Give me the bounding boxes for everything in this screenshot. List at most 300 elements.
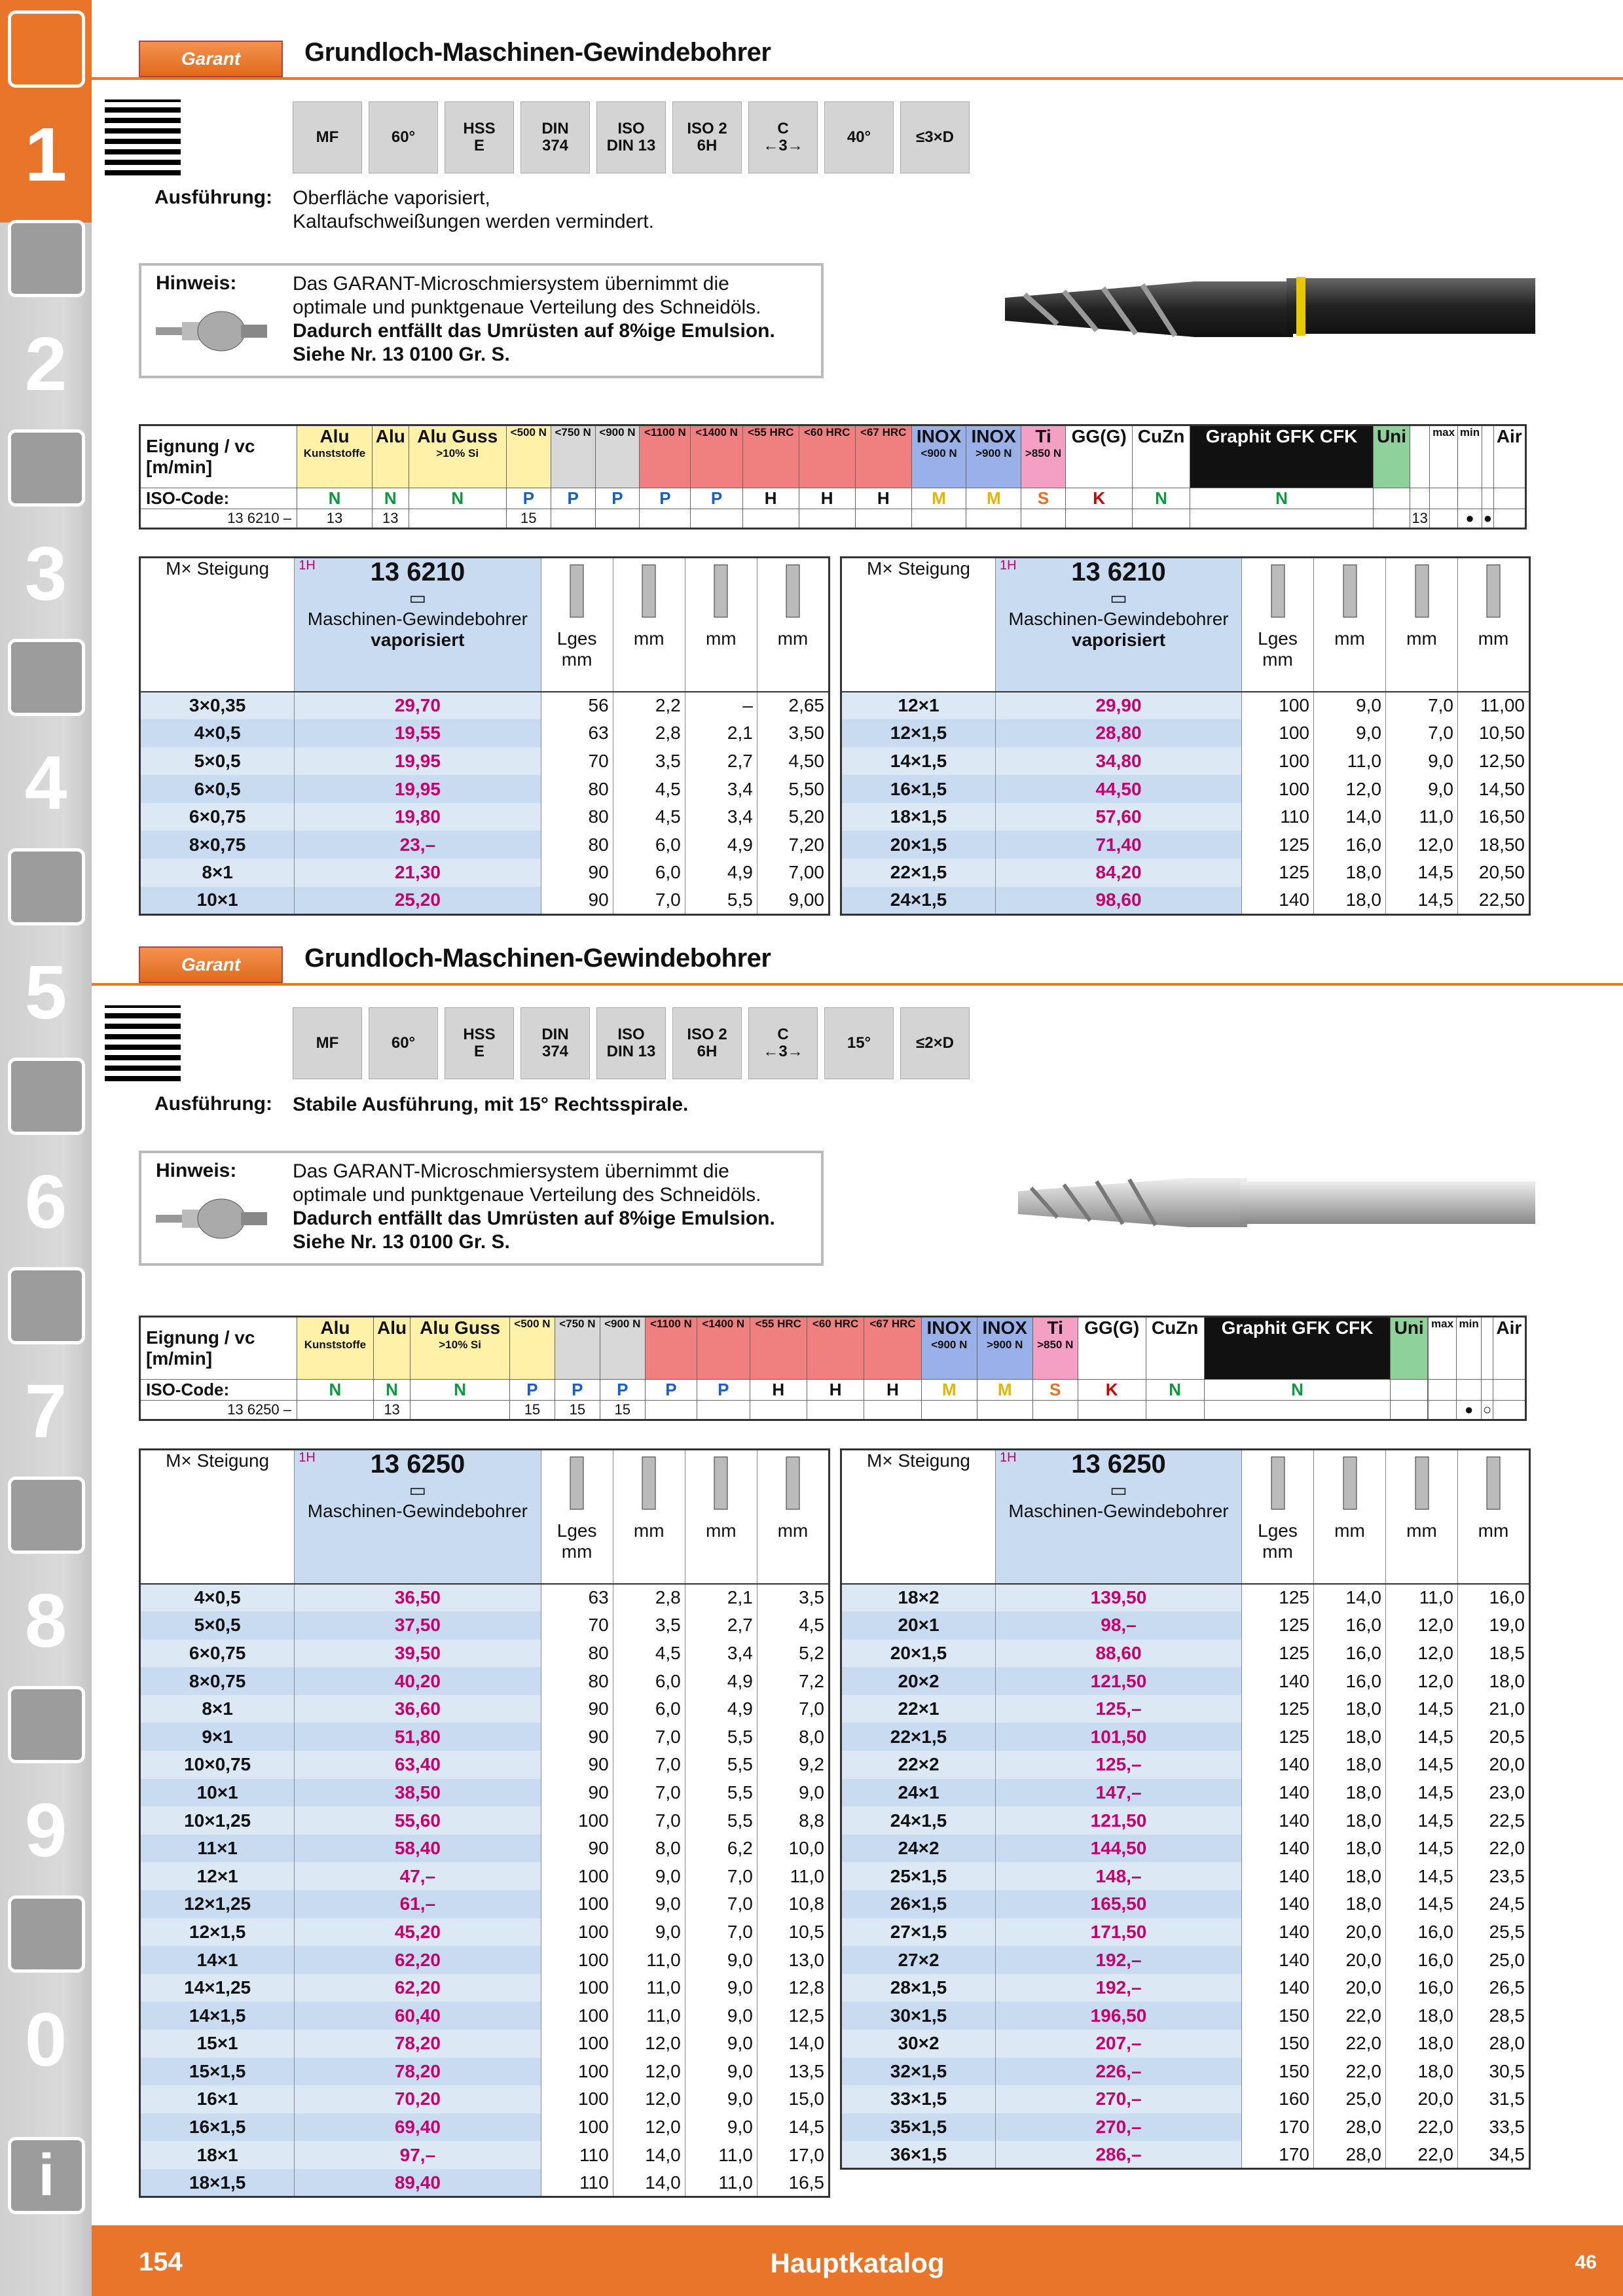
- dimension-value: 100: [541, 2058, 613, 2086]
- price[interactable]: 98,60: [996, 887, 1242, 915]
- table-row: [841, 1862, 1530, 1890]
- price[interactable]: 165,50: [996, 1890, 1242, 1918]
- dimension-value: 25,0: [1314, 2085, 1386, 2113]
- iso-code: N: [410, 1380, 510, 1401]
- safety-icon[interactable]: [8, 1895, 85, 1973]
- dimension-value: 18,0: [1314, 1779, 1386, 1807]
- dimension-value: 11,0: [613, 2001, 685, 2030]
- material-name: Alu: [319, 426, 350, 446]
- article-number: 13 6210: [1071, 558, 1166, 586]
- material-header: [864, 1317, 921, 1380]
- iso-code: [1429, 1380, 1457, 1401]
- dimension-value: 7,0: [613, 887, 685, 915]
- chapter-number-6[interactable]: 6: [24, 1159, 67, 1244]
- material-header: [977, 1317, 1032, 1380]
- thread-size: 12×1,5: [140, 1918, 295, 1946]
- iso-code: P: [555, 1380, 600, 1401]
- price[interactable]: 36,50: [295, 1584, 541, 1612]
- price[interactable]: 192,–: [996, 1974, 1242, 2002]
- material-header: [799, 425, 855, 488]
- cutting-speed: [977, 1401, 1032, 1420]
- price[interactable]: 19,95: [295, 775, 541, 803]
- price[interactable]: 29,90: [996, 692, 1242, 720]
- dimension-value: 14,5: [1386, 1723, 1458, 1751]
- price[interactable]: 121,50: [996, 1667, 1242, 1695]
- cutting-speed: [1146, 1401, 1204, 1420]
- property-icon: [672, 101, 742, 173]
- price[interactable]: 125,–: [996, 1695, 1242, 1723]
- square-size-icon: [701, 558, 740, 624]
- price[interactable]: 125,–: [996, 1751, 1242, 1779]
- dimension-value: 9,0: [685, 2113, 757, 2142]
- material-header: [697, 1317, 750, 1380]
- table-row: [140, 1862, 830, 1890]
- dimension-value: 80: [541, 1640, 613, 1668]
- chapter-number-2[interactable]: 2: [24, 321, 67, 406]
- icon-label: ISO: [617, 120, 645, 137]
- dimension-value: 20,0: [1386, 2085, 1458, 2113]
- dimension-value: 9,0: [1314, 692, 1386, 720]
- material-sub: <67 HRC: [869, 1318, 916, 1330]
- material-header: [1146, 1317, 1204, 1380]
- table-row: [140, 2058, 830, 2086]
- dimension-value: 9,0: [613, 1918, 685, 1946]
- material-header: [750, 1317, 807, 1380]
- hint-box: [139, 263, 824, 378]
- dimension-value: 9,0: [613, 1862, 685, 1890]
- iso-code: N: [1204, 1380, 1391, 1401]
- dimension-value: 2,2: [613, 692, 685, 720]
- thread-size: 12×1: [841, 692, 996, 720]
- cutting-speed: [1021, 509, 1066, 529]
- dimension-value: 2,7: [685, 1611, 757, 1640]
- unit-label: mm: [1406, 1520, 1437, 1541]
- thread-size: 28×1,5: [841, 1974, 996, 2002]
- price[interactable]: 19,80: [295, 803, 541, 831]
- price[interactable]: 70,20: [295, 2085, 541, 2113]
- iso-code: H: [855, 488, 911, 509]
- dimension-value: 12,0: [1386, 831, 1458, 859]
- material-sub: <1100 N: [644, 426, 686, 439]
- ausfuehrung-label: Ausführung:: [155, 1093, 272, 1115]
- table-row: [841, 775, 1530, 803]
- dimension-value: 12,0: [613, 2113, 685, 2142]
- price[interactable]: 286,–: [996, 2141, 1242, 2169]
- thread-size: 22×2: [841, 1751, 996, 1779]
- material-sub: >10% Si: [439, 1338, 481, 1351]
- thread-size: 20×1,5: [841, 831, 996, 859]
- price[interactable]: 39,50: [295, 1640, 541, 1668]
- price[interactable]: 144,50: [996, 1835, 1242, 1863]
- thread-size: 18×2: [841, 1584, 996, 1612]
- table-row: [140, 2169, 830, 2197]
- dimension-value: 16,50: [1458, 803, 1530, 831]
- garant-logo-small: ▭: [409, 588, 427, 608]
- dimension-col-header: [541, 1450, 613, 1584]
- price[interactable]: 23,–: [295, 831, 541, 859]
- price[interactable]: 37,50: [295, 1611, 541, 1640]
- price[interactable]: 98,–: [996, 1611, 1242, 1640]
- price[interactable]: 58,40: [295, 1835, 541, 1863]
- dimension-value: 10,8: [757, 1890, 829, 1918]
- grinder-icon[interactable]: [8, 848, 85, 925]
- dimension-value: 9,0: [685, 1946, 757, 1974]
- lubrication-nozzle-icon: [156, 1193, 274, 1245]
- material-sub: >10% Si: [436, 447, 479, 459]
- dimension-value: 80: [541, 1667, 613, 1695]
- caliper-icon[interactable]: [8, 639, 85, 716]
- core-hole-icon: [773, 1450, 812, 1516]
- price[interactable]: 34,80: [996, 747, 1242, 776]
- price[interactable]: 62,20: [295, 1974, 541, 2002]
- price[interactable]: 62,20: [295, 1946, 541, 1974]
- table-row: [140, 692, 830, 720]
- article-col-header: [996, 1450, 1242, 1584]
- material-sub: <750 N: [555, 426, 591, 439]
- chapter-sidebar: [0, 0, 92, 2296]
- chapter-info[interactable]: i: [8, 2137, 85, 2214]
- thread-size: 12×1,5: [841, 719, 996, 747]
- icon-sublabel: 374: [541, 137, 569, 154]
- price[interactable]: 97,–: [295, 2141, 541, 2169]
- dimension-value: 11,00: [1458, 692, 1530, 720]
- dimension-value: 4,9: [685, 831, 757, 859]
- price[interactable]: 19,95: [295, 747, 541, 776]
- price[interactable]: 69,40: [295, 2113, 541, 2142]
- price[interactable]: 71,40: [996, 831, 1242, 859]
- thread-size: 32×1,5: [841, 2058, 996, 2086]
- tolerance-label: 1H: [299, 1450, 316, 1465]
- dimension-value: 16,0: [1314, 1667, 1386, 1695]
- dimension-value: 20,5: [1458, 1723, 1530, 1751]
- chuck-icon[interactable]: [8, 429, 85, 507]
- text-line: Das GARANT-Microschmiersystem übernimmt die: [293, 273, 729, 295]
- article-col-header: [295, 1450, 541, 1584]
- material-header: [551, 425, 595, 488]
- material-header: [297, 1317, 374, 1380]
- insert-icon[interactable]: [8, 220, 85, 297]
- material-name: GG(G): [1084, 1318, 1140, 1338]
- thread-size: 6×0,5: [140, 775, 295, 803]
- dimension-value: 23,5: [1458, 1862, 1530, 1890]
- iso-code: [1482, 488, 1493, 509]
- cutting-speed: ○: [1482, 1401, 1493, 1420]
- table-row: [841, 859, 1530, 887]
- dimension-value: 18,0: [1314, 1862, 1386, 1890]
- cutting-speed: 13: [1410, 509, 1430, 529]
- square-size-icon: [1402, 558, 1442, 624]
- dimension-value: 6,0: [613, 831, 685, 859]
- price[interactable]: 28,80: [996, 719, 1242, 747]
- cutting-speed: ●: [1482, 509, 1493, 529]
- tolerance-label: 1H: [299, 558, 316, 573]
- total-length-icon: [557, 558, 596, 624]
- price[interactable]: 55,60: [295, 1806, 541, 1835]
- unit-label: mm: [1262, 1541, 1293, 1562]
- price[interactable]: 78,20: [295, 2030, 541, 2058]
- price[interactable]: 89,40: [295, 2169, 541, 2197]
- cutting-speed: [807, 1401, 864, 1420]
- thread-size: 12×1: [140, 1862, 295, 1890]
- dimension-value: 80: [541, 803, 613, 831]
- dimension-value: 28,0: [1314, 2141, 1386, 2169]
- price[interactable]: 51,80: [295, 1723, 541, 1751]
- thread-size: 8×1: [140, 1695, 295, 1723]
- dimension-value: 140: [1242, 1835, 1314, 1863]
- qr-code-icon[interactable]: [105, 1005, 181, 1081]
- price[interactable]: 47,–: [295, 1862, 541, 1890]
- material-name: Alu Guss: [420, 1318, 501, 1338]
- price[interactable]: 121,50: [996, 1806, 1242, 1835]
- dimension-value: 28,0: [1458, 2030, 1530, 2058]
- dimension-value: 12,8: [757, 1974, 829, 2002]
- dimension-value: 5,5: [685, 1723, 757, 1751]
- material-sub: >850 N: [1037, 1338, 1074, 1351]
- cutting-speed: [742, 509, 799, 529]
- unit-label: mm: [777, 1520, 809, 1541]
- hint-text: [293, 272, 775, 367]
- table-row: [140, 859, 830, 887]
- dimension-value: 125: [1242, 1584, 1314, 1612]
- material-header: [645, 1317, 697, 1380]
- iso-code: P: [600, 1380, 645, 1401]
- price[interactable]: 29,70: [295, 692, 541, 720]
- dimension-value: 63: [541, 1584, 613, 1612]
- table-row: [841, 1806, 1530, 1835]
- thread-size: 10×0,75: [140, 1751, 295, 1779]
- price[interactable]: 60,40: [295, 2001, 541, 2030]
- pliers-icon[interactable]: [8, 1267, 85, 1344]
- material-sub: <60 HRC: [812, 1318, 859, 1330]
- material-name: Alu: [320, 1318, 350, 1338]
- dimension-value: 9,00: [757, 887, 829, 915]
- table-row: [841, 1890, 1530, 1918]
- material-name: Ti: [1035, 426, 1051, 446]
- unit-label: mm: [633, 628, 665, 649]
- icon-sublabel: DIN 13: [606, 137, 656, 154]
- article-number: 13 6250: [1071, 1450, 1166, 1479]
- price[interactable]: 207,–: [996, 2030, 1242, 2058]
- iso-code: P: [640, 488, 691, 509]
- iso-code: N: [1190, 488, 1373, 509]
- price[interactable]: 270,–: [996, 2113, 1242, 2142]
- chapter-number-4[interactable]: 4: [24, 740, 67, 825]
- iso-code: [1493, 1380, 1525, 1401]
- dimension-value: 9,0: [685, 1974, 757, 2002]
- material-sub: <1400 N: [695, 426, 738, 439]
- dimension-value: 100: [541, 1918, 613, 1946]
- chapter-number-1[interactable]: 1: [0, 102, 92, 207]
- dimension-value: 5,5: [685, 1779, 757, 1807]
- dimension-value: 16,0: [1314, 831, 1386, 859]
- square-size-icon: [701, 1450, 740, 1516]
- dimension-value: 3,4: [685, 803, 757, 831]
- dimension-col-header: [757, 1450, 829, 1584]
- dimension-value: 20,0: [1314, 1918, 1386, 1946]
- dimension-value: 140: [1242, 887, 1314, 915]
- material-header: [1410, 425, 1430, 488]
- cutting-speed: [1429, 1401, 1457, 1420]
- material-sub: >900 N: [987, 1338, 1023, 1351]
- dimension-value: 21,0: [1458, 1695, 1530, 1723]
- chapter-number-9[interactable]: 9: [24, 1787, 67, 1873]
- price[interactable]: 44,50: [996, 775, 1242, 803]
- material-name: INOX: [926, 1318, 972, 1338]
- cabinet-icon[interactable]: [8, 1686, 85, 1763]
- cutting-speed: [1032, 1401, 1078, 1420]
- cutting-speed: [297, 1401, 374, 1420]
- price[interactable]: 148,–: [996, 1862, 1242, 1890]
- cutting-speed: [410, 1401, 510, 1420]
- dimension-value: 14,5: [1386, 887, 1458, 915]
- lubrication-nozzle-icon: [156, 305, 274, 357]
- core-hole-icon: [1474, 1450, 1513, 1516]
- thread-size: 3×0,35: [140, 692, 295, 720]
- table-row: [140, 2141, 830, 2169]
- drill-icon[interactable]: [8, 10, 85, 88]
- property-icon: [596, 101, 666, 173]
- price[interactable]: 101,50: [996, 1723, 1242, 1751]
- material-header: [1429, 1317, 1457, 1380]
- dimension-col-header: [1242, 1450, 1314, 1584]
- text-line: Kaltaufschweißungen werden vermindert.: [293, 211, 654, 232]
- material-header: [911, 425, 966, 488]
- chapter-number-5[interactable]: 5: [24, 950, 67, 1035]
- dimension-value: 9,2: [757, 1751, 829, 1779]
- cutting-speed: 15: [600, 1401, 645, 1420]
- dimension-value: 18,0: [1386, 2058, 1458, 2086]
- table-row: [140, 747, 830, 776]
- dimension-value: 6,2: [685, 1835, 757, 1863]
- text-line: optimale und punktgenaue Verteilung des Schneidöls.: [293, 1184, 761, 1206]
- dimension-value: 4,5: [613, 803, 685, 831]
- icon-label: ≤2×D: [916, 1034, 954, 1052]
- dimension-col-header: [685, 1450, 757, 1584]
- table-row: [140, 1723, 830, 1751]
- price[interactable]: 171,50: [996, 1918, 1242, 1946]
- price[interactable]: 226,–: [996, 2058, 1242, 2086]
- chapter-number-8[interactable]: 8: [24, 1578, 67, 1663]
- dimension-value: 125: [1242, 1723, 1314, 1751]
- price[interactable]: 88,60: [996, 1640, 1242, 1668]
- iso-code: [1374, 488, 1410, 509]
- ausfuehrung-text: [293, 187, 654, 234]
- cutting-speed: 13: [373, 509, 409, 529]
- price[interactable]: 19,55: [295, 719, 541, 747]
- material-header: [807, 1317, 864, 1380]
- dimension-value: 25,5: [1458, 1918, 1530, 1946]
- table-row: [140, 1667, 830, 1695]
- price[interactable]: 40,20: [295, 1667, 541, 1695]
- dimension-value: 125: [1242, 1611, 1314, 1640]
- price[interactable]: 192,–: [996, 1946, 1242, 1974]
- table-row: [841, 1695, 1530, 1723]
- price[interactable]: 21,30: [295, 859, 541, 887]
- material-header: [1078, 1317, 1146, 1380]
- material-sub: <500 N: [510, 426, 547, 439]
- price[interactable]: 147,–: [996, 1779, 1242, 1807]
- dimension-value: 9,0: [1386, 747, 1458, 776]
- dimension-value: 170: [1242, 2141, 1314, 2169]
- thread-size: 30×1,5: [841, 2001, 996, 2030]
- chapter-number-7[interactable]: 7: [24, 1369, 67, 1454]
- eignung-label: Eignung / vc [m/min]: [140, 425, 297, 488]
- material-header: [1456, 1317, 1481, 1380]
- price[interactable]: 61,–: [295, 1890, 541, 1918]
- dimension-value: 19,0: [1458, 1611, 1530, 1640]
- price[interactable]: 139,50: [996, 1584, 1242, 1612]
- price[interactable]: 25,20: [295, 887, 541, 915]
- dimension-value: 18,5: [1458, 1640, 1530, 1668]
- wrench-icon[interactable]: [8, 1058, 85, 1135]
- table-row: [841, 1640, 1530, 1668]
- price[interactable]: 36,60: [295, 1695, 541, 1723]
- cutting-speed: [697, 1401, 750, 1420]
- toolcase-icon[interactable]: [8, 1477, 85, 1554]
- table-row: [841, 1723, 1530, 1751]
- dimension-value: 31,5: [1458, 2085, 1530, 2113]
- dimension-value: 80: [541, 775, 613, 803]
- price[interactable]: 78,20: [295, 2058, 541, 2086]
- thread-size: 8×0,75: [140, 1667, 295, 1695]
- core-hole-icon: [773, 558, 812, 624]
- dimension-value: 28,0: [1314, 2113, 1386, 2142]
- property-icon: [824, 101, 894, 173]
- iso-code: H: [864, 1380, 921, 1401]
- cutting-speed: [1078, 1401, 1146, 1420]
- dimension-value: 7,0: [613, 1779, 685, 1807]
- price[interactable]: 84,20: [996, 859, 1242, 887]
- price[interactable]: 196,50: [996, 2001, 1242, 2030]
- iso-code: M: [966, 488, 1021, 509]
- dimension-value: 90: [541, 1779, 613, 1807]
- iso-code: [1482, 1380, 1493, 1401]
- dimension-value: 100: [1242, 747, 1314, 776]
- dimension-value: 12,50: [1458, 747, 1530, 776]
- suitability-table-1: [139, 424, 1527, 529]
- garant-logo-small: ▭: [1110, 588, 1127, 608]
- dimension-value: 2,65: [757, 692, 829, 720]
- iso-code: [1493, 488, 1525, 509]
- dimension-value: 110: [541, 2169, 613, 2197]
- dimension-value: 4,5: [757, 1611, 829, 1640]
- icon-label: MF: [316, 128, 339, 146]
- dimension-value: 2,7: [685, 747, 757, 776]
- dimension-value: 7,0: [685, 1890, 757, 1918]
- material-sub: Kunststoffe: [304, 1338, 367, 1351]
- dimension-value: 90: [541, 887, 613, 915]
- material-sub: min: [1459, 1318, 1479, 1330]
- price[interactable]: 270,–: [996, 2085, 1242, 2113]
- chapter-number-0[interactable]: 0: [24, 1997, 67, 2082]
- table-row: [140, 1751, 830, 1779]
- price[interactable]: 63,40: [295, 1751, 541, 1779]
- chapter-number-3[interactable]: 3: [24, 531, 67, 616]
- dimension-value: 14,5: [1386, 1806, 1458, 1835]
- dimension-value: 5,5: [685, 1806, 757, 1835]
- price[interactable]: 38,50: [295, 1779, 541, 1807]
- property-icon: [445, 101, 514, 173]
- icon-label: DIN: [541, 120, 569, 137]
- cutting-speed: [1190, 509, 1373, 529]
- iso-code: N: [373, 1380, 410, 1401]
- price[interactable]: 57,60: [996, 803, 1242, 831]
- iso-code: [1391, 1380, 1427, 1401]
- icon-label: HSS: [463, 120, 496, 137]
- qr-code-icon[interactable]: [105, 99, 181, 175]
- price[interactable]: 45,20: [295, 1918, 541, 1946]
- dimension-value: 14,0: [613, 2141, 685, 2169]
